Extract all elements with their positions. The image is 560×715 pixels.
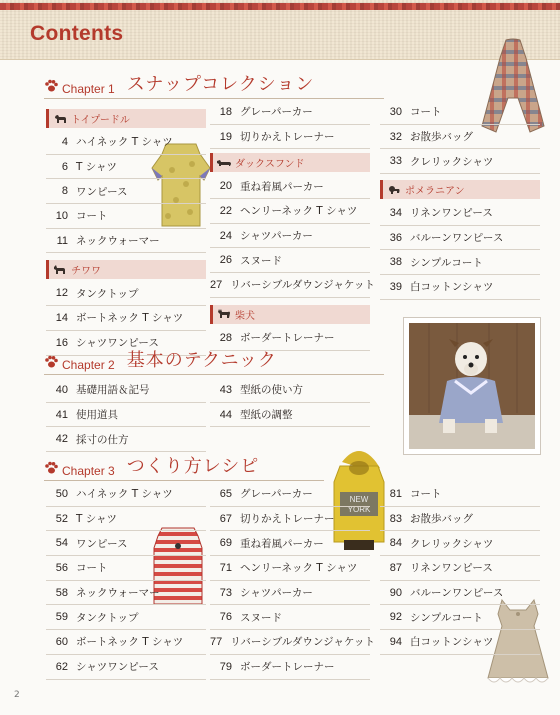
pomeranian-icon bbox=[387, 185, 401, 195]
toc-page-number: 27 bbox=[210, 278, 223, 291]
toc-page-number: 73 bbox=[219, 586, 232, 599]
toc-page-number: 36 bbox=[389, 231, 402, 244]
poodle-icon bbox=[53, 114, 67, 124]
toc-page-number: 94 bbox=[389, 635, 402, 648]
ch2-column-2 bbox=[210, 378, 370, 427]
toc-page-number: 33 bbox=[389, 155, 402, 168]
toc-row[interactable] bbox=[46, 378, 206, 403]
toc-title: タンクトップ bbox=[76, 287, 139, 300]
breed-label: トイプードル bbox=[71, 115, 130, 126]
dachshund-icon bbox=[217, 158, 231, 168]
toc-title: シンプルコート bbox=[410, 611, 483, 624]
toc-title: ボーダートレーナー bbox=[240, 332, 335, 345]
toc-page-number: 50 bbox=[55, 487, 68, 500]
toc-row[interactable] bbox=[46, 204, 206, 229]
toc-page-number: 77 bbox=[210, 635, 223, 648]
toc-title: クレリックシャツ bbox=[410, 155, 494, 168]
toc-page-number: 16 bbox=[55, 336, 68, 349]
toc-title: コート bbox=[76, 562, 108, 575]
toc-title: コート bbox=[76, 210, 108, 223]
toc-page-number: 39 bbox=[389, 280, 402, 293]
chapter-title: つくり方レシピ bbox=[126, 456, 260, 477]
toc-page-number: 62 bbox=[55, 660, 68, 673]
toc-page-number: 52 bbox=[55, 512, 68, 525]
ch1-column-3 bbox=[380, 100, 540, 300]
toc-title: 使用道具 bbox=[76, 409, 118, 422]
toc-row[interactable] bbox=[46, 155, 206, 180]
toc-row[interactable] bbox=[46, 229, 206, 254]
breed-pomeranian bbox=[380, 180, 540, 199]
toc-page-number: 56 bbox=[55, 561, 68, 574]
toc-row[interactable] bbox=[380, 226, 540, 251]
toc-page-number: 30 bbox=[389, 105, 402, 118]
toc-row[interactable] bbox=[210, 224, 370, 249]
toc-row[interactable] bbox=[46, 630, 206, 655]
toc-title: リバーシブルダウンジャケット bbox=[230, 636, 375, 649]
toc-row[interactable] bbox=[210, 507, 370, 532]
toc-title: 重ね着風パーカー bbox=[240, 537, 324, 550]
toc-row[interactable] bbox=[210, 581, 370, 606]
toc-page-number: 22 bbox=[219, 204, 232, 217]
toc-title: タンクトップ bbox=[76, 611, 139, 624]
toc-page-number: 11 bbox=[56, 234, 68, 247]
toc-title: お散歩バッグ bbox=[410, 513, 473, 526]
toc-row[interactable] bbox=[380, 507, 540, 532]
toc-page-number: 8 bbox=[61, 185, 68, 198]
toc-row[interactable] bbox=[210, 630, 375, 655]
toc-page-number: 71 bbox=[219, 561, 232, 574]
chapter-title: スナップコレクション bbox=[126, 74, 315, 95]
toc-title: ハイネック T シャツ bbox=[76, 488, 173, 501]
ch1-column-2 bbox=[210, 100, 375, 351]
toc-row[interactable] bbox=[46, 507, 206, 532]
toc-row[interactable] bbox=[210, 378, 370, 403]
toc-page-number: 59 bbox=[55, 611, 68, 624]
toc-row[interactable] bbox=[46, 130, 206, 155]
toc-title: リバーシブルダウンジャケット bbox=[230, 279, 375, 292]
toc-row[interactable] bbox=[210, 273, 375, 298]
paw-icon bbox=[44, 79, 58, 93]
toc-title: ワンピース bbox=[76, 537, 128, 550]
toc-page-number: 58 bbox=[55, 586, 68, 599]
toc-title: ボートネック T シャツ bbox=[76, 312, 184, 325]
toc-page-number: 43 bbox=[219, 383, 232, 396]
toc-title: シャツパーカー bbox=[240, 587, 313, 600]
breed-toy-poodle bbox=[46, 109, 206, 128]
chapter-label: Chapter 2 bbox=[62, 358, 115, 372]
toc-title: シャツワンピース bbox=[76, 661, 159, 674]
toc-title: スヌード bbox=[240, 254, 282, 267]
ch1-column-1 bbox=[46, 106, 206, 356]
toc-row[interactable] bbox=[380, 531, 540, 556]
terrier-photo-image bbox=[409, 323, 535, 449]
toc-row[interactable] bbox=[210, 174, 370, 199]
toc-page-number: 79 bbox=[219, 660, 232, 673]
toc-page-number: 65 bbox=[219, 487, 232, 500]
toc-page-number: 18 bbox=[219, 105, 232, 118]
toc-title: 白コットンシャツ bbox=[410, 636, 494, 649]
toc-page-number: 60 bbox=[55, 635, 68, 648]
toc-title: グレーパーカー bbox=[240, 488, 313, 501]
toc-row[interactable] bbox=[46, 427, 206, 452]
toc-title: 白コットンシャツ bbox=[410, 281, 494, 294]
breed-label: ポメラニアン bbox=[405, 186, 465, 198]
toc-title: シンプルコート bbox=[410, 256, 483, 269]
toc-page-number: 92 bbox=[389, 611, 402, 624]
toc-row[interactable] bbox=[46, 179, 206, 204]
toc-title: バルーンワンピース bbox=[410, 232, 504, 245]
chapter1-heading bbox=[44, 74, 314, 96]
toc-page-number: 67 bbox=[219, 512, 232, 525]
chapter-divider bbox=[44, 374, 384, 375]
toc-page-number: 40 bbox=[55, 383, 68, 396]
chapter3-heading bbox=[44, 456, 259, 478]
breed-label: ダックスフンド bbox=[235, 159, 305, 171]
toc-page-number: 26 bbox=[219, 254, 232, 267]
toc-page-number: 38 bbox=[389, 256, 402, 269]
toc-page-number: 44 bbox=[219, 408, 232, 421]
toc-page-number: 41 bbox=[55, 408, 68, 421]
banner-stripe bbox=[0, 3, 560, 10]
toc-title: 重ね着風パーカー bbox=[240, 180, 324, 193]
toc-page-number: 81 bbox=[389, 487, 402, 500]
chapter-divider bbox=[44, 98, 384, 99]
toc-page-number: 6 bbox=[61, 160, 68, 173]
toc-page-number: 83 bbox=[389, 512, 402, 525]
toc-row[interactable] bbox=[380, 556, 540, 581]
ch2-column-1 bbox=[46, 378, 206, 452]
toc-page-number: 69 bbox=[219, 537, 232, 550]
toc-title: 基礎用語＆記号 bbox=[76, 384, 150, 397]
svg-text:YORK: YORK bbox=[347, 505, 371, 514]
toc-row[interactable] bbox=[210, 605, 370, 630]
toc-row[interactable] bbox=[46, 531, 206, 556]
ch3-column-1 bbox=[46, 482, 206, 680]
ch3-column-3 bbox=[380, 482, 540, 655]
page-title: Contents bbox=[30, 22, 124, 45]
toc-row[interactable] bbox=[46, 281, 206, 306]
toc-row[interactable] bbox=[380, 250, 540, 275]
chapter-label: Chapter 1 bbox=[62, 82, 115, 96]
toc-title: グレーパーカー bbox=[240, 106, 313, 119]
page-number: 2 bbox=[14, 690, 20, 700]
toc-title: シャツワンピース bbox=[76, 337, 159, 350]
toc-page-number: 87 bbox=[389, 561, 402, 574]
toc-page-number: 20 bbox=[219, 180, 232, 193]
toc-page-number: 12 bbox=[55, 287, 68, 300]
toc-title: ネックウォーマー bbox=[76, 587, 160, 600]
toc-page-number: 4 bbox=[61, 135, 68, 148]
toc-row[interactable] bbox=[46, 482, 206, 507]
toc-page-number: 42 bbox=[55, 433, 68, 446]
toc-title: スヌード bbox=[240, 611, 282, 624]
toc-row[interactable] bbox=[210, 248, 370, 273]
chapter-label: Chapter 3 bbox=[62, 464, 115, 478]
toc-row[interactable] bbox=[380, 125, 540, 150]
toc-row[interactable] bbox=[380, 275, 540, 300]
header-banner bbox=[0, 0, 560, 60]
toc-title: ボートネック T シャツ bbox=[76, 636, 184, 649]
chihuahua-icon bbox=[53, 265, 67, 275]
toc-title: 型紙の使い方 bbox=[240, 384, 303, 397]
toc-page-number: 24 bbox=[219, 229, 232, 242]
toc-row[interactable] bbox=[210, 125, 370, 150]
toc-row[interactable] bbox=[46, 556, 206, 581]
toc-page-number: 14 bbox=[55, 311, 68, 324]
toc-page-number: 32 bbox=[389, 130, 402, 143]
toc-page-number: 54 bbox=[55, 537, 68, 550]
chapter-title: 基本のテクニック bbox=[126, 350, 277, 371]
toc-row[interactable] bbox=[380, 581, 540, 606]
toc-title: リネンワンピース bbox=[410, 207, 493, 220]
toc-title: ワンピース bbox=[76, 185, 128, 198]
toc-title: 型紙の調整 bbox=[240, 409, 293, 422]
toc-page-number: 28 bbox=[219, 331, 232, 344]
toc-row[interactable] bbox=[46, 403, 206, 428]
toc-title: バルーンワンピース bbox=[410, 587, 504, 600]
shiba-icon bbox=[217, 309, 231, 319]
toc-page-number: 19 bbox=[219, 130, 232, 143]
chapter2-heading bbox=[44, 350, 277, 372]
breed-label: 柴犬 bbox=[235, 310, 255, 322]
paw-icon bbox=[44, 355, 58, 369]
toc-row[interactable] bbox=[380, 482, 540, 507]
toc-page-number: 34 bbox=[389, 206, 402, 219]
toc-row[interactable] bbox=[46, 605, 206, 630]
breed-shiba bbox=[210, 305, 370, 324]
toc-title: お散歩バッグ bbox=[410, 131, 473, 144]
toc-row[interactable] bbox=[210, 556, 370, 581]
toc-title: コート bbox=[410, 106, 442, 119]
toc-title: ヘンリーネック T シャツ bbox=[240, 205, 358, 218]
toc-row[interactable] bbox=[380, 201, 540, 226]
toc-title: リネンワンピース bbox=[410, 562, 493, 575]
toc-page-number: 90 bbox=[389, 586, 402, 599]
paw-icon bbox=[44, 461, 58, 475]
toc-row[interactable] bbox=[210, 655, 370, 680]
toc-row[interactable] bbox=[210, 100, 370, 125]
dog-photo bbox=[403, 317, 541, 455]
chapter-divider bbox=[44, 480, 324, 481]
toc-row[interactable] bbox=[46, 655, 206, 680]
svg-text:NEW: NEW bbox=[349, 495, 369, 504]
toc-title: ハイネック T シャツ bbox=[76, 136, 173, 149]
ch3-column-2 bbox=[210, 482, 375, 680]
toc-title: 採寸の仕方 bbox=[76, 433, 129, 446]
toc-row[interactable] bbox=[46, 581, 206, 606]
toc-row[interactable] bbox=[380, 630, 540, 655]
toc-title: T シャツ bbox=[76, 161, 118, 174]
toc-title: 切りかえトレーナー bbox=[240, 513, 335, 526]
toc-row[interactable] bbox=[380, 605, 540, 630]
toc-title: クレリックシャツ bbox=[410, 537, 494, 550]
toc-row[interactable] bbox=[210, 403, 370, 428]
toc-title: コート bbox=[410, 488, 442, 501]
toc-row[interactable] bbox=[380, 149, 540, 174]
toc-title: T シャツ bbox=[76, 513, 118, 526]
toc-title: ボーダートレーナー bbox=[240, 661, 335, 674]
toc-row[interactable] bbox=[210, 531, 370, 556]
toc-page-number: 76 bbox=[219, 611, 232, 624]
toc-row[interactable] bbox=[380, 100, 540, 125]
toc-row[interactable] bbox=[210, 482, 370, 507]
toc-row[interactable] bbox=[46, 306, 206, 331]
toc-page-number: 10 bbox=[55, 209, 68, 222]
breed-label: チワワ bbox=[71, 266, 101, 278]
toc-title: 切りかえトレーナー bbox=[240, 131, 335, 144]
toc-title: ネックウォーマー bbox=[76, 235, 160, 248]
breed-chihuahua bbox=[46, 260, 206, 279]
toc-title: ヘンリーネック T シャツ bbox=[240, 562, 358, 575]
toc-row[interactable] bbox=[210, 199, 370, 224]
breed-dachshund bbox=[210, 153, 370, 172]
toc-title: シャツパーカー bbox=[240, 230, 313, 243]
toc-page-number: 84 bbox=[389, 537, 402, 550]
